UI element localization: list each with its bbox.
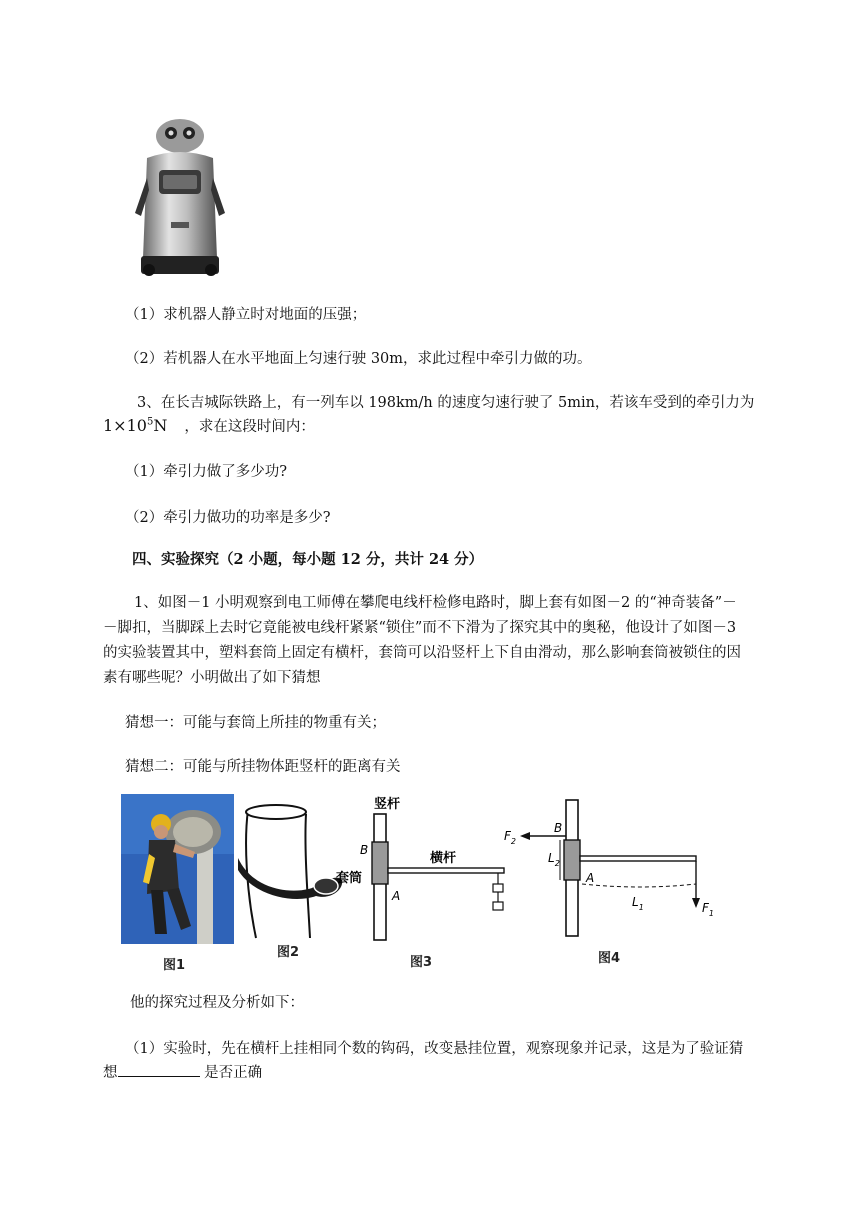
guess-2: 猜想二：可能与所挂物体距竖杆的距离有关: [125, 759, 401, 775]
exp1-process-intro: 他的探究过程及分析如下：: [130, 995, 304, 1011]
problem3-question-1: （1）牵引力做了多少功?: [125, 464, 287, 480]
exp1-stem-line1: 1、如图－1 小明观察到电工师傅在攀爬电线杆检修电路时，脚上套有如图－2 的“神奇装备”－: [134, 595, 737, 611]
answer-blank[interactable]: [118, 1062, 200, 1077]
fig3-label-sleeve: 套筒: [336, 871, 363, 886]
fig2-foot-spike: [234, 800, 344, 940]
force-value-base: 1×10: [103, 416, 147, 435]
exp1-question-1-line1: （1）实验时，先在横杆上挂相同个数的钩码，改变悬挂位置，观察现象并记录，这是为了验证猜: [125, 1041, 744, 1057]
fig3-point-a: A: [392, 889, 401, 903]
exp1-q1-text-post: 是否正确: [199, 1065, 263, 1081]
fig1-caption: 图1: [163, 958, 186, 973]
force-value-exponent: 5: [146, 416, 154, 428]
exp1-q1-text-pre: 想: [103, 1065, 118, 1081]
exp1-stem-line2: －脚扣，当脚踩上去时它竟能被电线杆紧紧“锁住”而不下滑为了探究其中的奥秘，他设计了如图－3: [103, 620, 737, 636]
fig3-point-b: B: [360, 843, 369, 857]
problem3-stem-line1: 3、在长吉城际铁路上，有一列车以 198km/h 的速度匀速行驶了 5min，若该车受到的牵引力为: [137, 395, 755, 411]
force-value-unit: N: [153, 416, 168, 435]
fig4-lever-arm-l1: $L_1$: [632, 895, 644, 912]
fig4-caption: 图4: [598, 951, 621, 966]
exp1-stem-line3: 的实验装置其中，塑料套筒上固定有横杆，套筒可以沿竖杆上下自由滑动，那么影响套筒被锁住的因: [103, 645, 741, 661]
fig4-force-f1: $F_1$: [702, 901, 714, 918]
fig1-electrician-photo: [121, 794, 234, 944]
robot-image: [133, 118, 227, 280]
fig4-force-f2: $F_2$: [504, 829, 516, 846]
fig2-caption: 图2: [277, 945, 300, 960]
problem3-question-2: （2）牵引力做功的功率是多少?: [125, 510, 331, 526]
problem2-question-1: （1）求机器人静立时对地面的压强；: [125, 307, 367, 323]
problem3-stem-rest: ，求在这段时间内：: [184, 419, 315, 435]
exp1-stem-line4: 素有哪些呢？小明做出了如下猜想: [103, 670, 321, 686]
fig4-point-b: B: [554, 821, 563, 835]
problem2-question-2: （2）若机器人在水平地面上匀速行驶 30m，求此过程中牵引力做的功。: [125, 351, 592, 367]
fig3-label-vertical-rod: 竖杆: [374, 797, 401, 812]
exp1-question-1-line2: [103, 1061, 262, 1082]
fig4-point-a: A: [586, 871, 595, 885]
fig4-force-diagram: [500, 796, 730, 942]
fig3-caption: 图3: [410, 955, 433, 970]
fig3-apparatus: [334, 794, 514, 944]
guess-1: 猜想一：可能与套筒上所挂的物重有关；: [125, 715, 386, 731]
fig3-label-horizontal-rod: 横杆: [430, 851, 457, 866]
fig4-lever-arm-l2: $L_2$: [548, 851, 560, 868]
section-heading: 四、实验探究（2 小题，每小题 12 分，共计 24 分）: [132, 551, 484, 568]
problem3-stem-line2: [103, 415, 315, 436]
